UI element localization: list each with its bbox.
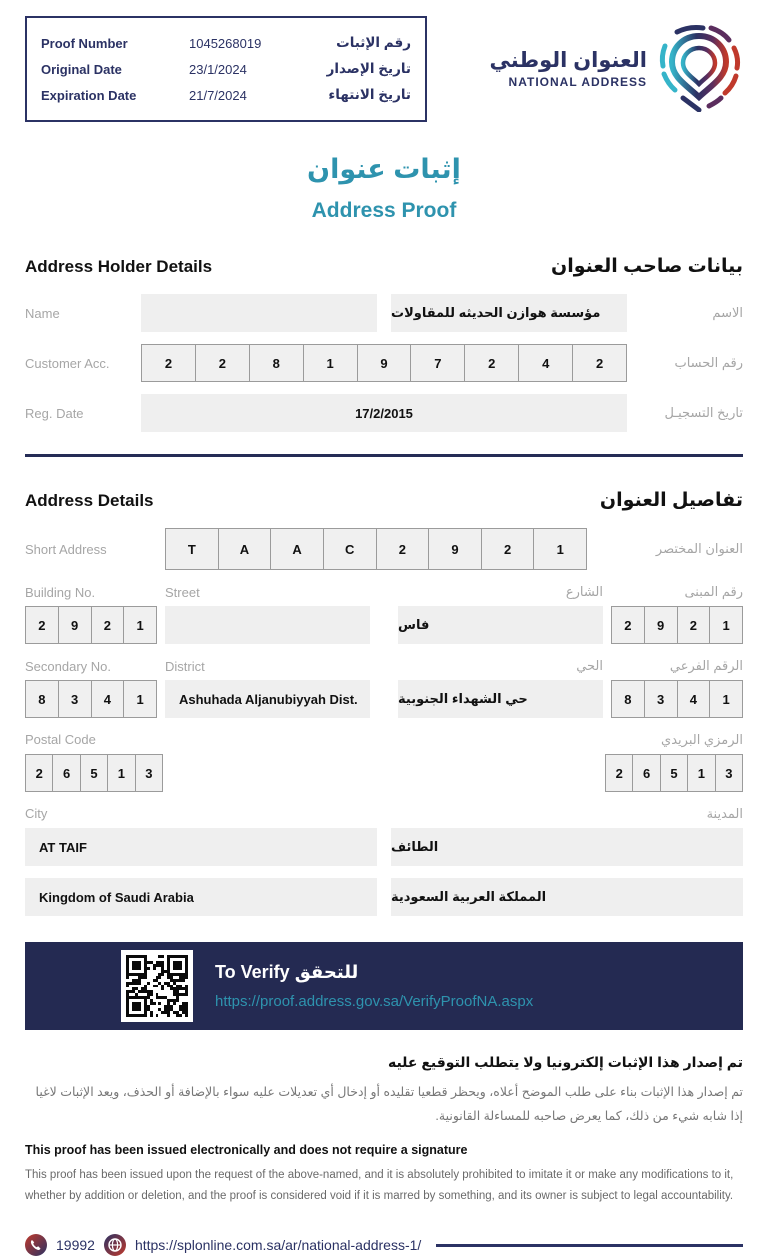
customer-acc-label-ar: رقم الحساب xyxy=(674,355,743,370)
footer-english-heading: This proof has been issued electronically and does not require a signature xyxy=(25,1142,468,1157)
footer-english-body: This proof has been issued upon the request of the above-named, and it is absolutely prohibited to imitate it or make any modifications to it, whether by addition or deletion, and the proof is considered void if it is marred by something, and its owner is subject to legal accountability. xyxy=(25,1168,734,1203)
postal-code-labels xyxy=(25,732,743,748)
document-title xyxy=(25,154,743,223)
district-value-en: Ashuhada Aljanubiyyah Dist. xyxy=(165,680,370,718)
digit-cell: 2 xyxy=(572,344,627,382)
name-value-ar: مؤسسة هوازن الحديثه للمقاولات xyxy=(391,294,627,332)
short-address-cells xyxy=(165,528,587,570)
reg-date-value: 17/2/2015 xyxy=(141,394,627,432)
digit-cell: 2 xyxy=(677,606,711,644)
digit-cell: 1 xyxy=(687,754,715,792)
district-label-ar: الحي xyxy=(576,658,603,673)
national-address-logo xyxy=(490,24,741,112)
country-value-ar: المملكة العربية السعودية xyxy=(391,878,743,916)
secondary-no-cells-ar xyxy=(611,680,743,718)
phone-number: 19992 xyxy=(56,1237,95,1254)
postal-code-cells-en xyxy=(25,754,163,792)
digit-cell: 8 xyxy=(25,680,59,718)
digit-cell: 8 xyxy=(249,344,304,382)
digit-cell: 1 xyxy=(303,344,358,382)
digit-cell: 4 xyxy=(518,344,573,382)
city-values xyxy=(25,828,743,866)
proof-number-label-en: Proof Number xyxy=(41,35,128,51)
logo-arabic-name: العنوان الوطني xyxy=(489,48,647,72)
proof-info-box xyxy=(25,16,427,122)
qr-code xyxy=(121,950,193,1022)
digit-cell: 2 xyxy=(91,606,125,644)
expiration-date-label-en: Expiration Date xyxy=(41,87,137,103)
customer-acc-label-en: Customer Acc. xyxy=(25,355,110,371)
city-label-ar: المدينة xyxy=(706,806,743,821)
logo-english-name: NATIONAL ADDRESS xyxy=(508,74,647,89)
proof-number-value: 1045268019 xyxy=(189,35,262,51)
secondary-district-values xyxy=(25,680,743,718)
name-row xyxy=(25,294,743,332)
globe-icon xyxy=(104,1234,126,1256)
digit-cell: 2 xyxy=(195,344,250,382)
customer-account-cells xyxy=(141,344,627,382)
digit-cell: 2 xyxy=(25,754,53,792)
original-date-label-en: Original Date xyxy=(41,61,122,77)
expiration-date-row xyxy=(41,82,411,108)
section-divider xyxy=(25,454,743,457)
digit-cell: A xyxy=(218,528,272,570)
digit-cell: 1 xyxy=(107,754,135,792)
digit-cell: 9 xyxy=(357,344,412,382)
name-label-en: Name xyxy=(25,305,60,321)
header xyxy=(25,16,743,122)
proof-number-row xyxy=(41,30,411,56)
website-link[interactable]: https://splonline.com.sa/ar/national-address-1/ xyxy=(134,1237,422,1254)
digit-cell: 1 xyxy=(123,606,157,644)
digit-cell: 2 xyxy=(376,528,430,570)
digit-cell: 8 xyxy=(611,680,645,718)
country-values xyxy=(25,878,743,916)
original-date-value: 23/1/2024 xyxy=(189,61,247,77)
digit-cell: A xyxy=(270,528,324,570)
street-label-ar: الشارع xyxy=(565,584,603,599)
logo-text xyxy=(490,48,647,89)
building-no-label-ar: رقم المبنى xyxy=(684,584,743,599)
postal-code-label-en: Postal Code xyxy=(25,732,96,747)
digit-cell: 2 xyxy=(141,344,196,382)
postal-code-values xyxy=(25,754,743,792)
holder-section-head xyxy=(25,255,743,278)
contact-row xyxy=(25,1234,743,1256)
verify-heading: To Verify للتحقق xyxy=(215,961,359,982)
expiration-date-label-ar: تاريخ الانتهاء xyxy=(328,87,411,102)
digit-cell: 2 xyxy=(25,606,59,644)
postal-code-cells-ar xyxy=(605,754,743,792)
digit-cell: 7 xyxy=(410,344,465,382)
footer-rule xyxy=(436,1244,743,1247)
original-date-label-ar: تاريخ الإصدار xyxy=(326,61,411,76)
district-label-en: District xyxy=(165,658,205,674)
phone-icon xyxy=(25,1234,47,1256)
digit-cell: 2 xyxy=(481,528,535,570)
digit-cell: 1 xyxy=(533,528,587,570)
building-no-label-en: Building No. xyxy=(25,584,96,600)
country-value-en: Kingdom of Saudi Arabia xyxy=(25,878,377,916)
city-value-en: AT TAIF xyxy=(25,828,377,866)
verify-url-link[interactable]: https://proof.address.gov.sa/VerifyProofNA.aspx xyxy=(215,992,534,1010)
digit-cell: 1 xyxy=(709,606,743,644)
reg-date-label-ar: تاريخ التسجيـل xyxy=(664,405,743,420)
secondary-no-label-ar: الرقم الفرعي xyxy=(669,658,743,673)
short-address-row xyxy=(25,528,743,570)
building-street-labels xyxy=(25,584,743,600)
address-heading-en: Address Details xyxy=(25,491,154,510)
title-english: Address Proof xyxy=(311,199,457,222)
secondary-no-label-en: Secondary No. xyxy=(25,658,111,674)
digit-cell: 5 xyxy=(80,754,108,792)
city-value-ar: الطائف xyxy=(391,828,743,866)
original-date-row xyxy=(41,56,411,82)
secondary-district-labels xyxy=(25,658,743,674)
verify-text xyxy=(215,962,533,1011)
digit-cell: 9 xyxy=(644,606,678,644)
street-label-en: Street xyxy=(165,584,200,600)
digit-cell: 3 xyxy=(644,680,678,718)
digit-cell: 3 xyxy=(135,754,163,792)
digit-cell: C xyxy=(323,528,377,570)
digit-cell: 6 xyxy=(632,754,660,792)
digit-cell: 4 xyxy=(677,680,711,718)
city-label-en: City xyxy=(25,806,48,821)
footer-arabic-body: تم إصدار هذا الإثبات بناء على طلب الموضح أعلاه، ويحظر قطعيا تقليده أو إدخال أي تعديلات عليه سواء بالإضافة أو الحذف، ويعد الإثبات لاغيا إذا شابه شيء من ذلك، كما يعرض صاحبه للمساءلة القانونية. xyxy=(35,1085,743,1123)
digit-cell: 1 xyxy=(123,680,157,718)
building-no-cells-ar xyxy=(611,606,743,644)
address-proof-document xyxy=(25,0,743,1256)
short-address-label-ar: العنوان المختصر xyxy=(655,541,743,556)
street-value-en xyxy=(165,606,370,644)
name-value-en xyxy=(141,294,377,332)
digit-cell: 9 xyxy=(58,606,92,644)
digit-cell: T xyxy=(165,528,219,570)
building-street-values xyxy=(25,606,743,644)
short-address-label-en: Short Address xyxy=(25,541,107,557)
customer-account-row xyxy=(25,344,743,382)
secondary-no-cells-en xyxy=(25,680,157,718)
registration-date-row xyxy=(25,394,743,432)
digit-cell: 4 xyxy=(91,680,125,718)
digit-cell: 2 xyxy=(611,606,645,644)
city-labels xyxy=(25,806,743,822)
footer-arabic-heading: تم إصدار هذا الإثبات إلكترونيا ولا يتطلب التوقيع عليه xyxy=(387,1054,743,1070)
address-section-head xyxy=(25,489,743,512)
digit-cell: 9 xyxy=(428,528,482,570)
digit-cell: 2 xyxy=(464,344,519,382)
digit-cell: 3 xyxy=(58,680,92,718)
reg-date-label-en: Reg. Date xyxy=(25,405,84,421)
digit-cell: 3 xyxy=(715,754,743,792)
district-value-ar: حي الشهداء الجنوبية xyxy=(398,680,603,718)
holder-heading-ar: بيانات صاحب العنوان xyxy=(550,256,743,277)
street-value-ar: فاس xyxy=(398,606,603,644)
digit-cell: 1 xyxy=(709,680,743,718)
address-heading-ar: تفاصيل العنوان xyxy=(599,490,743,511)
verify-bar xyxy=(25,942,743,1030)
location-pin-icon xyxy=(657,24,741,112)
holder-heading-en: Address Holder Details xyxy=(25,257,213,276)
digit-cell: 5 xyxy=(660,754,688,792)
proof-number-label-ar: رقم الإثبات xyxy=(336,35,411,50)
building-no-cells-en xyxy=(25,606,157,644)
digit-cell: 6 xyxy=(52,754,80,792)
expiration-date-value: 21/7/2024 xyxy=(189,87,247,103)
digit-cell: 2 xyxy=(605,754,633,792)
title-arabic: إثبات عنوان xyxy=(307,154,461,184)
name-label-ar: الاسم xyxy=(712,305,743,320)
postal-code-label-ar: الرمزي البريدي xyxy=(661,732,743,747)
